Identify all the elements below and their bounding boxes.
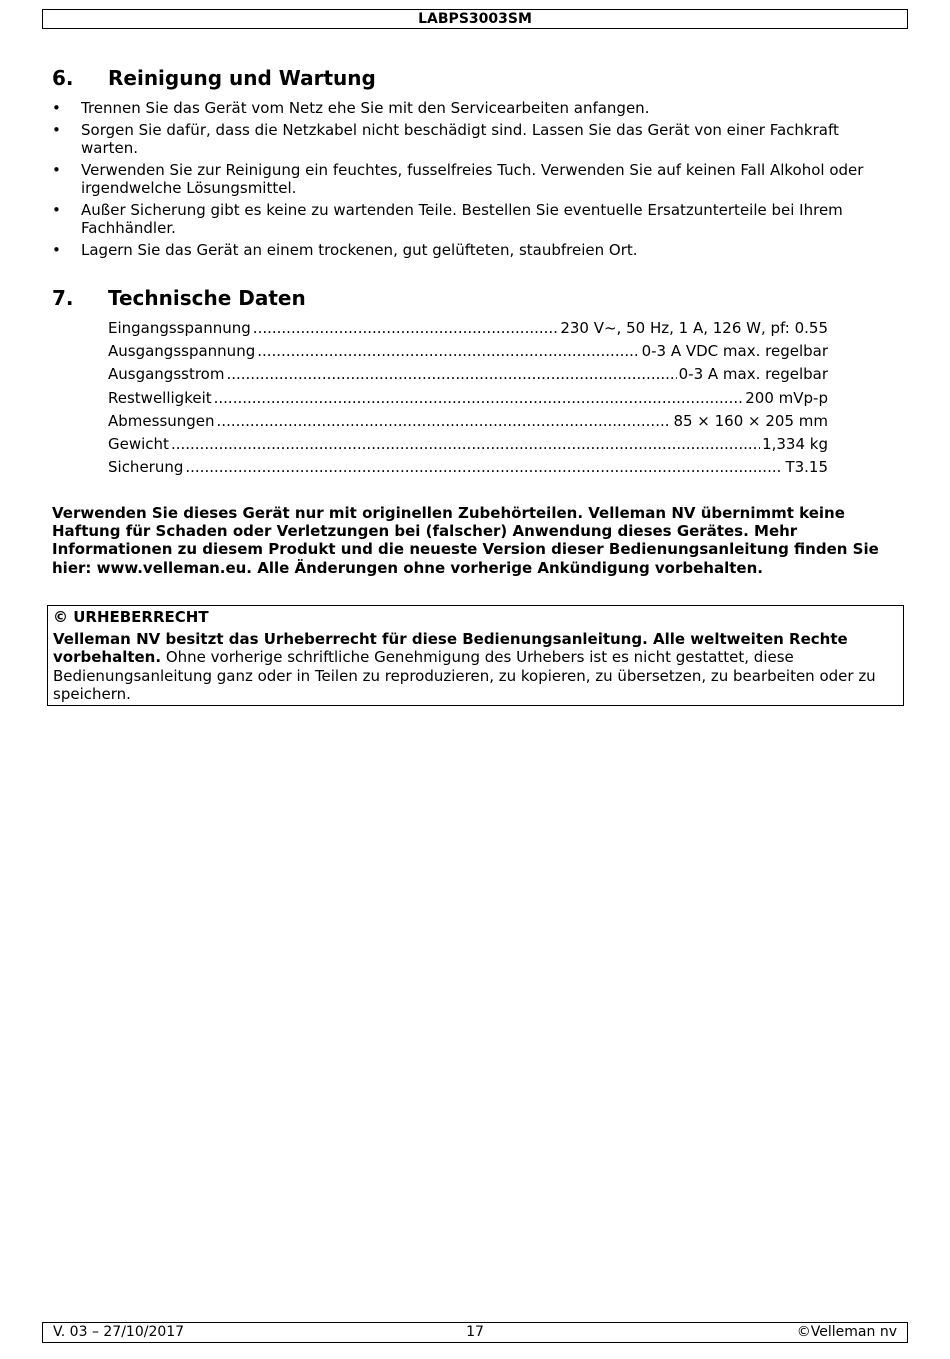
footer-brand: ©Velleman nv xyxy=(796,1324,897,1340)
copyright-title: © URHEBERRECHT xyxy=(53,608,209,626)
dot-leader xyxy=(253,318,559,338)
section-7-heading xyxy=(52,286,306,310)
dot-leader xyxy=(226,364,676,384)
list-item: • Lagern Sie das Gerät an einem trockenen, gut gelüfteten, staubfreien Ort. xyxy=(52,241,638,259)
spec-value: T3.15 xyxy=(785,458,828,477)
footer-version: V. 03 – 27/10/2017 xyxy=(53,1324,185,1340)
section-7-number: 7. xyxy=(52,286,74,310)
copyright-box xyxy=(47,605,904,706)
spec-label: Restwelligkeit xyxy=(108,388,212,407)
spec-row xyxy=(108,364,828,387)
maintenance-list xyxy=(52,99,882,263)
spec-row xyxy=(108,388,828,411)
section-6-title: Reinigung und Wartung xyxy=(108,66,376,90)
dot-leader xyxy=(214,388,744,408)
spec-label: Eingangsspannung xyxy=(108,319,251,337)
spec-label: Sicherung xyxy=(108,458,184,477)
list-item: • Außer Sicherung gibt es keine zu wartenden Teile. Bestellen Sie eventuelle Ersatzunterteile bei Ihrem Fachhändler. xyxy=(52,201,843,237)
copyright-text: Ohne vorherige schriftliche Genehmigung des Urhebers ist es nicht gestattet, diese Bedienungsanleitung ganz oder in Teilen zu reproduzieren, zu kopieren, zu übersetzen, zu bearbeiten oder zu speichern. xyxy=(53,648,876,703)
bullet-icon: • xyxy=(52,161,61,179)
section-6-number: 6. xyxy=(52,66,74,90)
spec-label: Ausgangsstrom xyxy=(108,365,225,384)
spec-value: 85 × 160 × 205 mm xyxy=(673,411,828,430)
dot-leader xyxy=(217,411,672,431)
list-item: • Sorgen Sie dafür, dass die Netzkabel nicht beschädigt sind. Lassen Sie das Gerät von einer Fachkraft warten. xyxy=(52,121,839,157)
spec-label: Gewicht xyxy=(108,434,169,453)
bullet-icon: • xyxy=(52,241,61,259)
spec-label: Ausgangsspannung xyxy=(108,342,256,361)
spec-row xyxy=(108,457,828,480)
list-item: • Trennen Sie das Gerät vom Netz ehe Sie mit den Servicearbeiten anfangen. xyxy=(52,99,650,117)
page-number: 17 xyxy=(466,1324,484,1340)
spec-value: 200 mVp-p xyxy=(745,388,828,407)
section-6-heading xyxy=(52,66,376,90)
spec-label: Abmessungen xyxy=(108,411,215,430)
dot-leader xyxy=(185,457,783,477)
spec-row xyxy=(108,341,828,364)
bullet-icon: • xyxy=(52,99,61,117)
usage-notice: Verwenden Sie dieses Gerät nur mit originellen Zubehörteilen. Velleman NV übernimmt keine Haftung für Schaden oder Verletzungen bei (falscher) Anwendung dieses Gerätes. Mehr Informationen zu diesem Produkt und die neueste Version dieser Bedienungsanleitung finden Sie hier: www.velleman.eu. Alle Änderungen ohne vorherige Ankündigung vorbehalten. xyxy=(52,504,879,577)
spec-value: 0-3 A VDC max. regelbar xyxy=(641,342,828,361)
bullet-icon: • xyxy=(52,121,61,139)
spec-value: 230 V~, 50 Hz, 1 A, 126 W, pf: 0.55 xyxy=(560,319,828,337)
spec-row xyxy=(108,434,828,457)
spec-value: 0-3 A max. regelbar xyxy=(678,365,828,384)
spec-table xyxy=(108,318,828,480)
copyright-body xyxy=(53,630,898,703)
spec-row xyxy=(108,411,828,434)
document-title: LABPS3003SM xyxy=(418,11,532,27)
section-7-title: Technische Daten xyxy=(108,286,306,310)
spec-value: 1,334 kg xyxy=(762,434,828,453)
dot-leader xyxy=(171,434,760,454)
bullet-icon: • xyxy=(52,201,61,219)
list-item: • Verwenden Sie zur Reinigung ein feuchtes, fusselfreies Tuch. Verwenden Sie auf keinen Fall Alkohol oder irgendwelche Lösungsmittel. xyxy=(52,161,864,197)
spec-row xyxy=(108,318,828,341)
copyright-bold-text: Velleman NV besitzt das Urheberrecht für diese Bedienungsanleitung. Alle weltweiten Rechte vorbehalten. xyxy=(53,630,848,667)
document-header xyxy=(42,9,908,29)
document-footer xyxy=(42,1322,908,1343)
dot-leader xyxy=(257,341,639,361)
